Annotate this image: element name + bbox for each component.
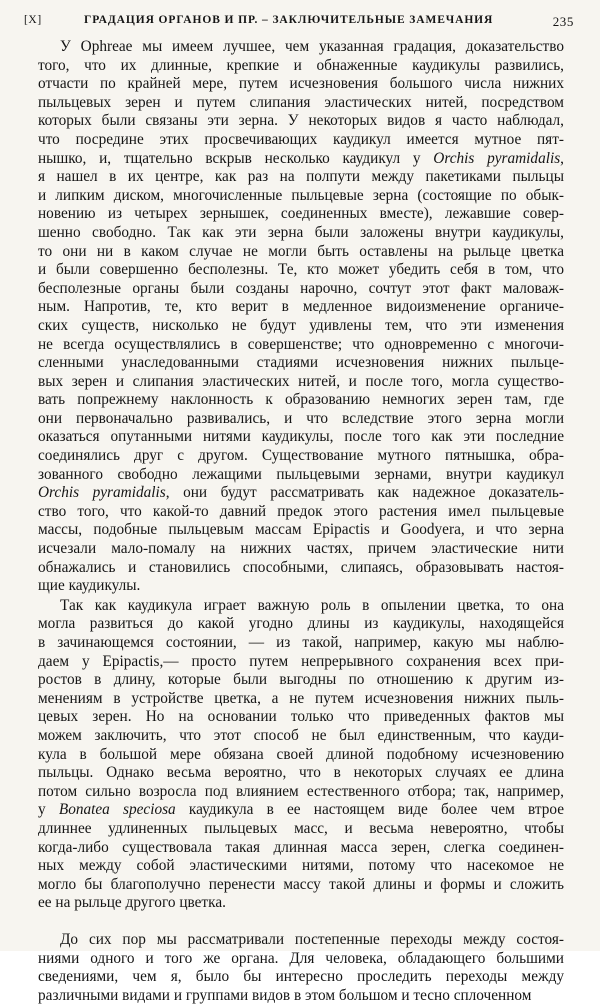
text-line bbox=[38, 727, 564, 746]
text-line bbox=[38, 671, 564, 690]
text-run: у bbox=[38, 801, 59, 819]
text-line bbox=[38, 634, 564, 653]
text-run: ным. Напротив, те, кто верит в медленное видоизменение органиче- bbox=[38, 298, 564, 316]
text-run: не всегда осуществлялись в совершенстве; что одновременно с многочи- bbox=[38, 335, 564, 353]
text-line bbox=[38, 559, 564, 578]
text-run: обнажались и становились способными, слипаясь, образовывать настоя- bbox=[38, 558, 564, 576]
text-run: когда-либо существовала такая длинная масса зерен, слегка соединен- bbox=[38, 838, 564, 856]
text-run: ство того, что какой-то давний предок этого растения имел пыльцевые bbox=[38, 502, 564, 520]
running-title: ГРАДАЦИЯ ОРГАНОВ И ПР. – ЗАКЛЮЧИТЕЛЬНЫЕ ЗАМЕЧАНИЯ bbox=[84, 14, 494, 26]
running-head bbox=[24, 14, 574, 34]
text-run: пыльцевых зерен и путем слипания эластических нитей, посредством bbox=[38, 93, 564, 111]
text-line bbox=[38, 373, 564, 392]
text-line bbox=[38, 57, 564, 76]
text-line bbox=[38, 597, 564, 616]
text-run: массы, подобные пыльцевым массам Epipactis и Goodyera, и что зерна bbox=[38, 521, 564, 539]
text-line bbox=[38, 783, 564, 802]
text-line bbox=[38, 261, 564, 280]
text-run: зованного свободно лежащими пыльцевыми зернами, внутри каудикул bbox=[38, 465, 564, 483]
text-run: каудикула в ее настоящем виде более чем втрое bbox=[175, 801, 564, 819]
text-run: длиннее удлиненных пыльцевых масс, и весьма невероятно, чтобы bbox=[38, 819, 564, 837]
page-number: 235 bbox=[552, 14, 574, 29]
text-line bbox=[38, 764, 564, 783]
text-run: оказаться опутанными нитями каудикулы, после того как эти последние bbox=[38, 428, 564, 446]
text-run: отчасти по крайней мере, путем исчезновения большого числа нижних bbox=[38, 75, 564, 93]
text-line bbox=[38, 801, 564, 820]
text-line bbox=[38, 205, 564, 224]
text-line bbox=[38, 428, 564, 447]
text-run: ниями одного и того же органа. Для человека, обладающего большими bbox=[38, 949, 564, 967]
text-line bbox=[38, 410, 564, 429]
text-run: и липким диском, многочисленные пыльцевые зерна (состоящие по обык- bbox=[38, 186, 564, 204]
text-line bbox=[38, 131, 564, 150]
text-run: соединялись друг с другом. Существование мутного пятнышка, обра- bbox=[38, 447, 564, 465]
text-run: они первоначально развивались, и что вследствие этого зерна могли bbox=[38, 409, 564, 427]
body-text bbox=[38, 38, 564, 1005]
text-line bbox=[38, 280, 564, 299]
text-run: менениям в устройстве цветка, а не путем исчезновения нижних пыль- bbox=[38, 689, 564, 707]
text-line bbox=[38, 987, 564, 1005]
text-line bbox=[38, 187, 564, 206]
text-line bbox=[38, 317, 564, 336]
text-run: нышко, и, тщательно вскрыв несколько каудикул у bbox=[38, 149, 434, 167]
text-line bbox=[38, 820, 564, 839]
text-run: У Ophreae мы имеем лучшее, чем указанная градация, доказательство bbox=[60, 38, 564, 55]
text-line bbox=[38, 466, 564, 485]
text-line bbox=[38, 521, 564, 540]
text-run: бесполезные органы были созданы нарочно, сочтут этот факт маловаж- bbox=[38, 279, 564, 297]
text-line bbox=[38, 94, 564, 113]
text-line bbox=[38, 484, 564, 503]
text-run: сленными унаследованными стадиями исчезновения нижних пыльце- bbox=[38, 354, 564, 372]
text-line bbox=[38, 931, 564, 950]
text-line bbox=[38, 447, 564, 466]
text-run: пыльцы. Однако весьма вероятно, что в некоторых случаях ее длина bbox=[38, 764, 564, 782]
chapter-number: [X] bbox=[24, 14, 42, 26]
text-run: которых были связаны эти зерна. У некоторых видов я часто наблюдал, bbox=[38, 112, 564, 130]
text-run: вых зерен и слипания эластических нитей, и после того, могла существо- bbox=[38, 372, 564, 390]
text-line bbox=[38, 857, 564, 876]
text-line bbox=[38, 577, 564, 596]
text-run: шенно свободно. Так как эти зерна были заложены внутри каудикулы, bbox=[38, 223, 564, 241]
text-run: сведениями, чем я, было бы интересно проследить переходы между bbox=[38, 968, 564, 986]
text-run: Так как каудикула играет важную роль в опылении цветка, то она bbox=[60, 596, 564, 614]
text-line bbox=[38, 950, 564, 969]
species-name: Orchis pyramidalis bbox=[433, 149, 561, 167]
text-run: щие каудикулы. bbox=[38, 577, 141, 595]
text-line bbox=[38, 503, 564, 522]
text-line bbox=[38, 708, 564, 727]
text-line bbox=[38, 243, 564, 262]
text-line bbox=[38, 540, 564, 559]
text-run: До сих пор мы рассматривали постепенные переходы между состоя- bbox=[60, 930, 564, 948]
text-run: в зачинающемся состоянии, — из такой, например, какую мы наблю- bbox=[38, 634, 564, 651]
text-run: ростов в длину, которые были выгодны по отношению к другим из- bbox=[38, 671, 564, 689]
text-run: цевых зерен. Но на основании только что приведенных фактов мы bbox=[38, 708, 564, 726]
paragraph bbox=[38, 597, 564, 913]
paragraph bbox=[38, 931, 564, 1005]
text-run: что посредине этих просвечивающих каудикул имеется мутное пят- bbox=[38, 130, 564, 148]
text-run: потом сильно возросла под влиянием естественного отбора; так, например, bbox=[38, 782, 564, 800]
text-line bbox=[38, 112, 564, 131]
paragraph bbox=[38, 38, 564, 596]
text-run: того, что их длинные, крепкие и обнаженные каудикулы развились, bbox=[38, 56, 564, 74]
text-run: могла развиться до какой угодно длины из каудикулы, находящейся bbox=[38, 615, 564, 633]
text-run: могло бы благополучно перенести массу такой длины и формы и сложить bbox=[38, 875, 564, 893]
species-name: Orchis pyramidalis bbox=[38, 484, 166, 502]
text-run: ских существ, нисколько не будут удивлены тем, что эти изменения bbox=[38, 316, 564, 334]
text-run: вать попрежнему наклонность к образованию немногих зерен там, где bbox=[38, 391, 564, 409]
text-line bbox=[38, 336, 564, 355]
text-line bbox=[38, 354, 564, 373]
text-line bbox=[38, 894, 564, 913]
text-run: кула в большой мере обязана своей длиной подобному исчезновению bbox=[38, 745, 564, 763]
text-run: , они будут рассматривать как надежное доказатель- bbox=[165, 484, 565, 502]
text-run: исчезали мало-помалу на нижних частях, причем эластические нити bbox=[38, 540, 564, 558]
text-run: различными видами и группами видов в этом большом и тесно сплоченном bbox=[38, 986, 532, 1004]
text-run: , bbox=[560, 149, 564, 167]
text-run: я нашел в их центре, как раз на полпути между пакетиками пыльцы bbox=[38, 168, 564, 186]
text-run: ее на рыльце другого цветка. bbox=[38, 894, 226, 912]
text-line bbox=[38, 876, 564, 895]
text-run: новению из четырех зернышек, соединенных вместе), лежавшие совер- bbox=[38, 205, 564, 223]
text-line bbox=[38, 38, 564, 57]
text-line bbox=[38, 391, 564, 410]
text-line bbox=[38, 839, 564, 858]
text-line bbox=[38, 968, 564, 987]
text-run: и были совершенно бесполезны. Те, кто может убедить себя в том, что bbox=[38, 261, 564, 279]
text-line bbox=[38, 746, 564, 765]
text-line bbox=[38, 298, 564, 317]
text-run: даем у Epipactis,— просто путем непрерывного сохранения всех при- bbox=[38, 652, 564, 670]
text-run: можем заключить, что этот способ не был единственным, что кауди- bbox=[38, 726, 564, 744]
text-line bbox=[38, 653, 564, 672]
text-line bbox=[38, 224, 564, 243]
text-line bbox=[38, 75, 564, 94]
text-line bbox=[38, 690, 564, 709]
text-run: то они ни в каком случае не могли быть оставлены на рыльце цветка bbox=[38, 242, 564, 260]
text-line bbox=[38, 168, 564, 187]
text-line bbox=[38, 150, 564, 169]
text-line bbox=[38, 615, 564, 634]
text-run: ных между собой эластическими нитями, потому что насекомое не bbox=[38, 857, 564, 875]
species-name: Bonatea speciosa bbox=[58, 801, 176, 819]
